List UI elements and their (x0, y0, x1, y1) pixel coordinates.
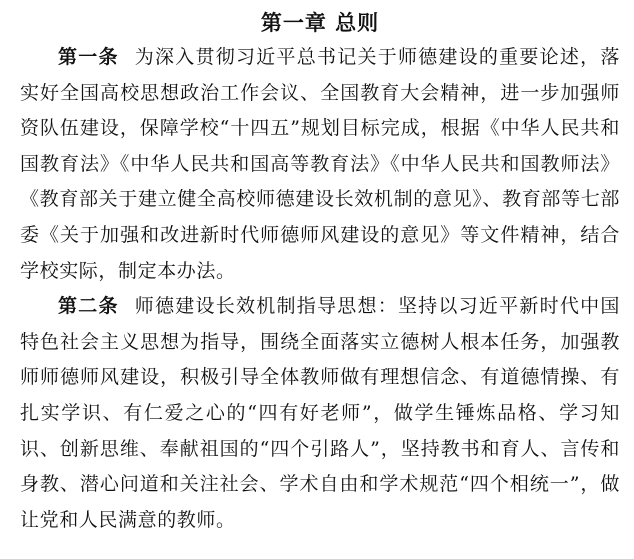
chapter-title: 第一章 总则 (260, 11, 380, 35)
article-2-number: 第二条 (58, 295, 119, 318)
article-1-text: 为深入贯彻习近平总书记关于师德建设的重要论述，落实好全国高校思想政治工作会议、全国教育大会精神，进一步加强师资队伍建设，保障学校“十四五”规划目标完成，根据《中华人民共和国教育法》《中华人民共和国高等教育法》《中华人民共和国教师法》《教育部关于建立健全高校师德建设长效机制的意见》、教育部等七部委《关于加强和改进新时代师德师风建设的意见》等文件精神，结合学校实际，制定本办法。 (20, 46, 620, 282)
article-2-text: 师德建设长效机制指导思想：坚持以习近平新时代中国特色社会主义思想为指导，围绕全面落实立德树人根本任务，加强教师师德师风建设，积极引导全体教师做有理想信念、有道德情操、有扎实学识、有仁爱之心的“四有好老师”，做学生锤炼品格、学习知识、创新思维、奉献祖国的“四个引路人”，坚持教书和育人、言传和身教、潜心问道和关注社会、学术自由和学术规范“四个相统一”，做让党和人民满意的教师。 (20, 295, 620, 531)
article-1-number: 第一条 (58, 46, 119, 68)
article-2 (20, 289, 620, 538)
article-1 (20, 40, 620, 289)
